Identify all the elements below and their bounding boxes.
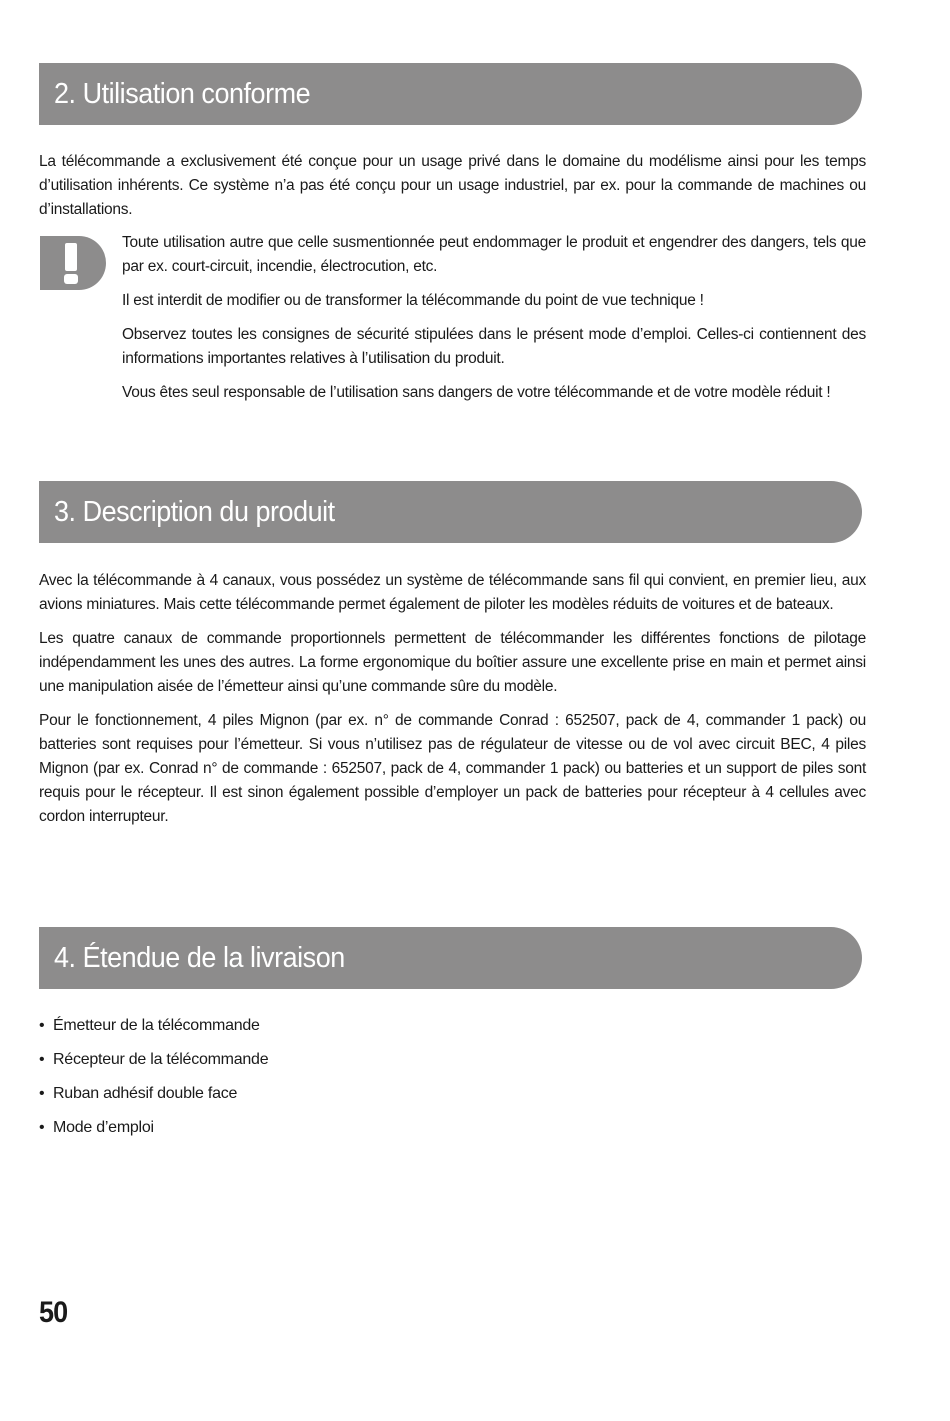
list-item [39, 1048, 268, 1072]
section-header-description [39, 481, 862, 543]
section-title: 2. Utilisation conforme [54, 77, 311, 110]
list-item-text: Récepteur de la télécommande [53, 1051, 269, 1068]
section-body-description [39, 569, 866, 839]
section-title: 3. Description du produit [54, 495, 335, 528]
exclamation-icon [40, 236, 106, 290]
bullet: • [39, 1017, 45, 1034]
list-item-text: Émetteur de la télécommande [53, 1017, 260, 1034]
warning-paragraph: Il est interdit de modifier ou de transformer la télécommande du point de vue technique ! [122, 292, 704, 309]
page-number: 50 [39, 1296, 68, 1329]
bullet: • [39, 1051, 45, 1068]
list-item [39, 1014, 268, 1038]
list-item-text: Mode d’emploi [53, 1119, 154, 1136]
warning-paragraph: Vous êtes seul responsable de l’utilisation sans dangers de votre télécommande et de votre modèle réduit ! [122, 384, 831, 401]
paragraph: La télécommande a exclusivement été conçue pour un usage privé dans le domaine du modélisme ainsi pour les temps d’utilisation inhérents. Ce système n’a pas été conçu pour un usage industriel, par ex. pour la commande de machines ou d’installations. [39, 153, 866, 218]
bullet: • [39, 1085, 45, 1102]
section-body-utilisation [39, 150, 866, 232]
paragraph: Les quatre canaux de commande proportionnels permettent de télécommander les différentes fonctions de pilotage indépendamment les unes des autres. La forme ergonomique du boîtier assure une excellente prise en main et permet ainsi une manipulation aisée de l’émetteur ainsi qu’une commande sûre du modèle. [39, 630, 866, 695]
section-header-livraison [39, 927, 862, 989]
list-item-text: Ruban adhésif double face [53, 1085, 238, 1102]
section-title: 4. Étendue de la livraison [54, 941, 345, 974]
warning-paragraph: Toute utilisation autre que celle susmentionnée peut endommager le produit et engendrer des dangers, tels que par ex. court-circuit, incendie, électrocution, etc. [122, 234, 866, 275]
warning-block [122, 231, 866, 415]
list-item [39, 1082, 268, 1106]
paragraph: Avec la télécommande à 4 canaux, vous possédez un système de télécommande sans fil qui convient, en premier lieu, aux avions miniatures. Mais cette télécommande permet également de piloter les modèles réduits de voitures et de bateaux. [39, 572, 866, 613]
section-header-utilisation [39, 63, 862, 125]
paragraph: Pour le fonctionnement, 4 piles Mignon (par ex. n° de commande Conrad : 652507, pack de 4, commander 1 pack) ou batteries sont requises pour l’émetteur. Si vous n’utilisez pas de régulateur de vitesse ou de vol avec circuit BEC, 4 piles Mignon (par ex. Conrad n° de commande : 652507, pack de 4, commander 1 pack) ou batteries et un support de piles sont requis pour le récepteur. Il est sinon également possible d’employer un pack de batteries pour récepteur à 4 cellules avec cordon interrupteur. [39, 712, 866, 825]
list-item [39, 1116, 268, 1140]
warning-paragraph: Observez toutes les consignes de sécurité stipulées dans le présent mode d’emploi. Celles-ci contiennent des informations importantes relatives à l’utilisation du produit. [122, 326, 866, 367]
bullet: • [39, 1119, 45, 1136]
delivery-list [39, 1014, 268, 1150]
